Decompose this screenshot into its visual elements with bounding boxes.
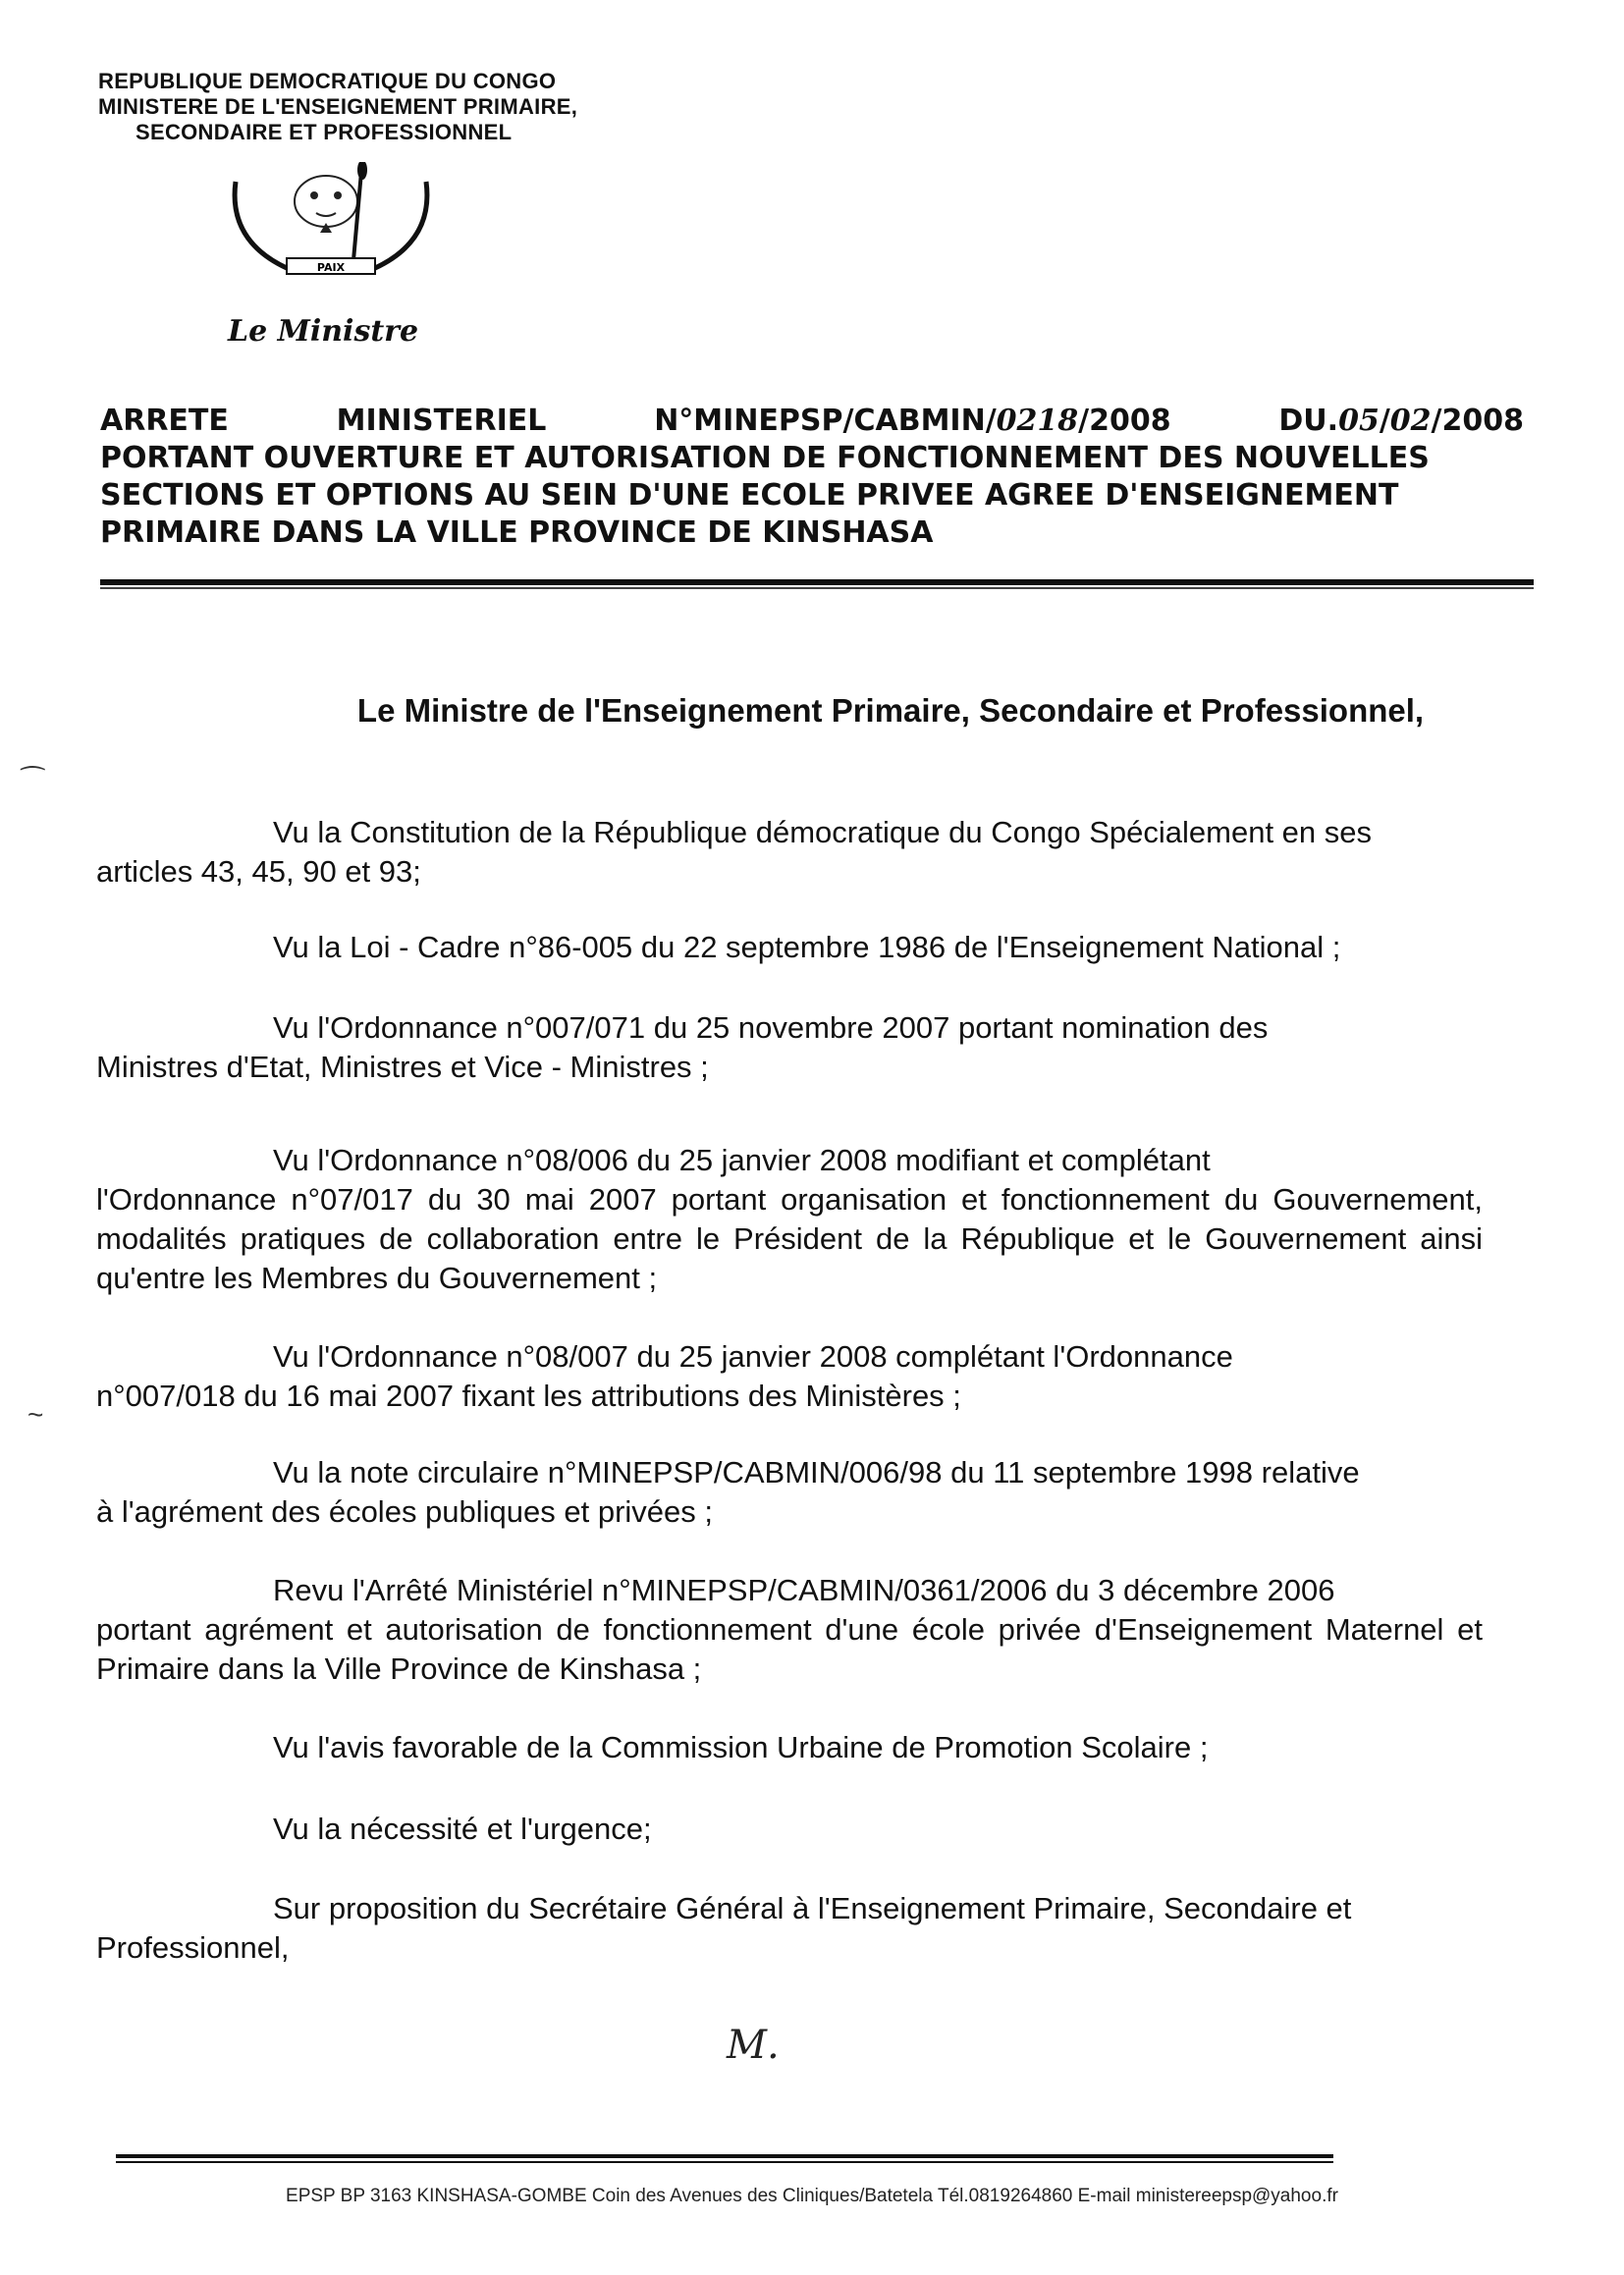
handwritten-initials: M. <box>727 2023 780 2068</box>
paragraph-loi-cadre: Vu la Loi - Cadre n°86-005 du 22 septembre 1986 de l'Enseignement National ; <box>273 930 1341 964</box>
emblem-motto: PAIX <box>316 261 346 274</box>
margin-mark: ~ <box>27 1399 44 1430</box>
handwritten-month: 02 <box>1389 404 1432 438</box>
margin-mark: ⁀ <box>22 767 44 797</box>
decree-title-line-3: SECTIONS ET OPTIONS AU SEIN D'UNE ECOLE PRIVEE AGREE D'ENSEIGNEMENT <box>100 478 1399 513</box>
title-divider-thin <box>100 587 1534 589</box>
footer-divider <box>116 2154 1333 2158</box>
paragraph-ordonnance-organisation: Vu l'Ordonnance n°08/006 du 25 janvier 2008 modifiant et complétant l'Ordonnance n°07/017 du 30 mai 2007 portant organisation et fonctionnement du Gouvernement, modalités pratiques de collaboration entre le Président de la République et le Gouvernement ainsi qu'entre les Membres du Gouvernement ; <box>96 1143 1483 1295</box>
letterhead-ministry-cont: SECONDAIRE ET PROFESSIONNEL <box>135 120 513 144</box>
decree-reference-line <box>100 403 1524 440</box>
paragraph-note-circulaire: Vu la note circulaire n°MINEPSP/CABMIN/006/98 du 11 septembre 1998 relative à l'agrément des écoles publiques et privées ; <box>96 1455 1360 1529</box>
handwritten-number: 0218 <box>996 404 1079 438</box>
footer-address: EPSP BP 3163 KINSHASA-GOMBE Coin des Avenues des Cliniques/Batetela Tél.0819264860 E-mail ministereepsp@yahoo.fr <box>286 2186 1338 2206</box>
letterhead-ministry: MINISTERE DE L'ENSEIGNEMENT PRIMAIRE, <box>98 94 578 119</box>
title-word-ministeriel: MINISTERIEL <box>336 404 547 438</box>
handwritten-day: 05 <box>1338 404 1380 438</box>
coat-of-arms-emblem <box>218 162 444 290</box>
preamble: Le Ministre de l'Enseignement Primaire, Secondaire et Professionnel, <box>356 692 1425 729</box>
decree-title-line-4: PRIMAIRE DANS LA VILLE PROVINCE DE KINSHASA <box>100 515 934 550</box>
paragraph-arrete-revu: Revu l'Arrêté Ministériel n°MINEPSP/CABMIN/0361/2006 du 3 décembre 2006 portant agrément et autorisation de fonctionnement d'une école privée d'Enseignement Maternel et Primaire dans la Ville Province de Kinshasa ; <box>96 1573 1483 1686</box>
paragraph-ordonnance-nomination: Vu l'Ordonnance n°007/071 du 25 novembre 2007 portant nomination des Ministres d'Etat, Ministres et Vice - Ministres ; <box>96 1010 1269 1084</box>
paragraph-necessite: Vu la nécessité et l'urgence; <box>273 1812 652 1846</box>
paragraph-proposition: Sur proposition du Secrétaire Général à l'Enseignement Primaire, Secondaire et Professionnel, <box>96 1891 1352 1965</box>
decree-title <box>100 403 1524 552</box>
minister-signature-title: Le Ministre <box>228 314 419 349</box>
footer-divider-thin <box>116 2161 1333 2163</box>
decree-date: DU.05/02/2008 <box>1278 404 1524 438</box>
decree-title-line-2: PORTANT OUVERTURE ET AUTORISATION DE FONCTIONNEMENT DES NOUVELLES <box>100 441 1430 475</box>
paragraph-constitution: Vu la Constitution de la République démocratique du Congo Spécialement en ses articles 43, 45, 90 et 93; <box>96 815 1373 889</box>
paragraph-avis-commission: Vu l'avis favorable de la Commission Urbaine de Promotion Scolaire ; <box>273 1730 1209 1764</box>
paragraph-ordonnance-attributions: Vu l'Ordonnance n°08/007 du 25 janvier 2008 complétant l'Ordonnance n°007/018 du 16 mai 2007 fixant les attributions des Ministères ; <box>96 1339 1233 1413</box>
letterhead <box>98 69 687 145</box>
decree-number: N°MINEPSP/CABMIN/0218/2008 <box>654 404 1171 438</box>
title-divider <box>100 579 1534 585</box>
letterhead-country: REPUBLIQUE DEMOCRATIQUE DU CONGO <box>98 69 557 93</box>
title-word-arrete: ARRETE <box>100 404 229 438</box>
